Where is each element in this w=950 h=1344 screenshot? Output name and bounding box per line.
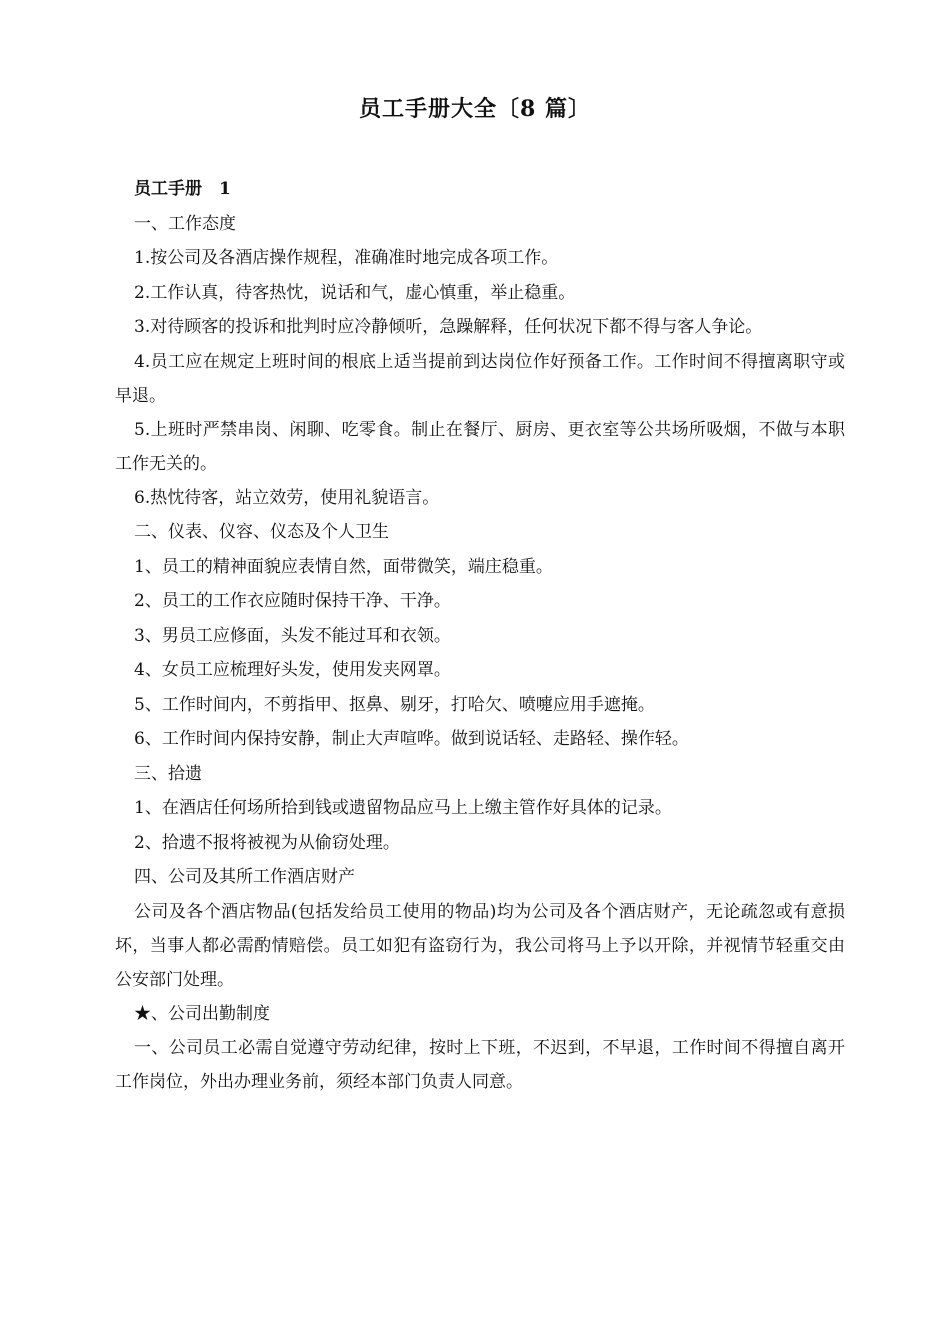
heading-company-property: 四、公司及其所工作酒店财产	[134, 867, 355, 887]
list-item: 2、员工的工作衣应随时保持干净、干净。	[134, 591, 451, 611]
document-body	[115, 172, 845, 1099]
list-item: 1、在酒店任何场所拾到钱或遗留物品应马上上缴主管作好具体的记录。	[134, 798, 672, 818]
list-item: 5、工作时间内，不剪指甲、抠鼻、剔牙，打哈欠、喷嚏应用手遮掩。	[134, 694, 655, 715]
document-title: 员工手册大全〔8 篇〕	[359, 96, 591, 122]
list-item: 1、员工的精神面貌应表情自然，面带微笑，端庄稳重。	[134, 556, 553, 577]
list-item: 6、工作时间内保持安静，制止大声喧哗。做到说话轻、走路轻、操作轻。	[134, 729, 689, 749]
heading-attendance-policy: ★、公司出勤制度	[134, 1003, 270, 1024]
heading-lost-found: 三、拾遗	[134, 763, 202, 784]
list-item: 2.工作认真，待客热忱，说话和气，虚心慎重，举止稳重。	[134, 282, 576, 303]
list-item: 5.上班时严禁串岗、闲聊、吃零食。制止在餐厅、厨房、更衣室等公共场所吸烟，不做与本职工作无关的。	[115, 419, 845, 474]
heading-appearance-hygiene: 二、仪表、仪容、仪态及个人卫生	[134, 522, 389, 542]
list-item: 6.热忱待客，站立效劳，使用礼貌语言。	[134, 487, 440, 508]
list-item: 2、拾遗不报将被视为从偷窃处理。	[134, 832, 400, 853]
paragraph: 一、公司员工必需自觉遵守劳动纪律，按时上下班，不迟到，不早退，工作时间不得擅自离开工作岗位，外出办理业务前，须经本部门负责人同意。	[115, 1038, 845, 1092]
list-item: 3.对待顾客的投诉和批判时应冷静倾听，急躁解释，任何状况下都不得与客人争论。	[134, 317, 763, 337]
list-item: 1.按公司及各酒店操作规程，准确准时地完成各项工作。	[134, 248, 559, 268]
section-title: 员工手册 1	[134, 179, 231, 199]
heading-work-attitude: 一、工作态度	[134, 213, 236, 234]
list-item: 4.员工应在规定上班时间的根底上适当提前到达岗位作好预备工作。工作时间不得擅离职守或早退。	[115, 351, 845, 406]
list-item: 4、女员工应梳理好头发，使用发夹网罩。	[134, 660, 451, 680]
list-item: 3、男员工应修面，头发不能过耳和衣领。	[134, 625, 451, 646]
paragraph: 公司及各个酒店物品(包括发给员工使用的物品)均为公司及各个酒店财产，无论疏忽或有意损坏，当事人都必需酌情赔偿。员工如犯有盗窃行为，我公司将马上予以开除，并视情节轻重交由公安部门处理。	[115, 901, 845, 990]
